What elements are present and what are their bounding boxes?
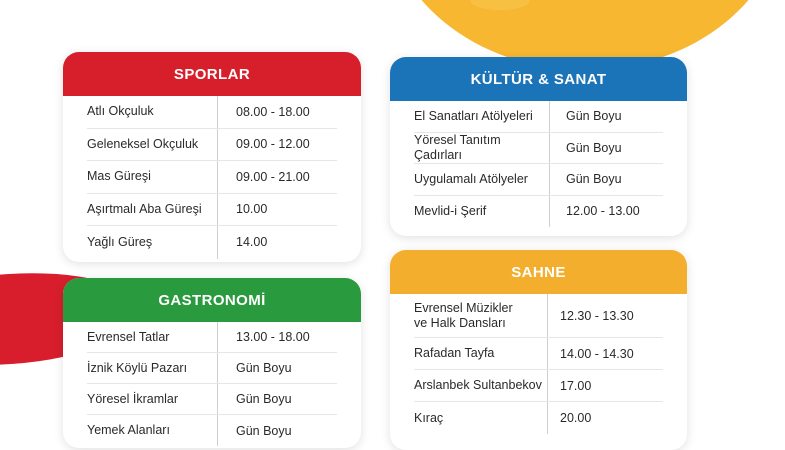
schedule-row [414, 370, 663, 402]
event-time: 08.00 - 18.00 [217, 96, 337, 128]
event-name: Yemek Alanları [87, 423, 170, 437]
event-time: 17.00 [547, 370, 663, 401]
sahne-card [390, 250, 687, 450]
sahne-header: SAHNE [390, 250, 687, 294]
event-time: Gün Boyu [217, 353, 337, 383]
event-name: Geleneksel Okçuluk [87, 136, 199, 151]
event-name: Arslanbek Sultanbekov [414, 378, 542, 392]
schedule-row [87, 194, 337, 227]
sporlar-header: SPORLAR [63, 52, 361, 96]
event-name: Yöresel İkramlar [87, 391, 178, 406]
event-name: Kıraç [414, 410, 444, 425]
event-time: Gün Boyu [217, 384, 337, 414]
event-time: Gün Boyu [549, 101, 663, 132]
schedule-row [414, 402, 663, 434]
kultur-sanat-schedule [390, 101, 687, 227]
sahne-schedule [390, 294, 687, 434]
gastronomi-header: GASTRONOMİ [63, 278, 361, 322]
event-name: Yöresel Tanıtım Çadırları [414, 132, 501, 162]
schedule-row [87, 226, 337, 259]
event-time: 14.00 [217, 226, 337, 259]
sporlar-card [63, 52, 361, 262]
event-time: 12.00 - 13.00 [549, 196, 663, 228]
schedule-row [87, 322, 337, 353]
event-time: 10.00 [217, 194, 337, 226]
event-name: Evrensel Tatlar [87, 329, 170, 344]
schedule-row [414, 101, 663, 133]
schedule-row [87, 384, 337, 415]
event-name: Mevlid-i Şerif [414, 203, 487, 218]
event-name: El Sanatları Atölyeleri [414, 108, 533, 123]
schedule-row [414, 294, 663, 338]
event-time: Gün Boyu [549, 133, 663, 164]
event-name: Uygulamalı Atölyeler [414, 171, 528, 186]
kultur-sanat-card [390, 57, 687, 236]
event-time: Gün Boyu [549, 164, 663, 195]
event-name: Yağlı Güreş [87, 234, 153, 249]
schedule-row [87, 129, 337, 162]
schedule-row [87, 353, 337, 384]
schedule-row [414, 196, 663, 228]
kultur-sanat-header: KÜLTÜR & SANAT [390, 57, 687, 101]
event-name: Aşırtmalı Aba Güreşi [87, 201, 202, 216]
event-name: Rafadan Tayfa [414, 346, 495, 360]
event-name: Mas Güreşi [87, 169, 151, 184]
event-name: Evrensel Müzikler ve Halk Dansları [414, 300, 513, 330]
sporlar-schedule [63, 96, 361, 259]
event-time: 09.00 - 21.00 [217, 161, 337, 193]
event-time: 20.00 [547, 402, 663, 434]
event-time: 14.00 - 14.30 [547, 338, 663, 369]
schedule-row [414, 338, 663, 370]
schedule-row [87, 96, 337, 129]
event-time: 09.00 - 12.00 [217, 129, 337, 161]
gastronomi-card [63, 278, 361, 448]
schedule-row [87, 161, 337, 194]
event-time: 12.30 - 13.30 [547, 294, 663, 337]
event-time: Gün Boyu [217, 415, 337, 446]
schedule-row [414, 133, 663, 165]
event-name: İznik Köylü Pazarı [87, 360, 188, 375]
schedule-row [414, 164, 663, 196]
event-time: 13.00 - 18.00 [217, 322, 337, 352]
schedule-row [87, 415, 337, 446]
gastronomi-schedule [63, 322, 361, 446]
event-name: Atlı Okçuluk [87, 104, 154, 119]
